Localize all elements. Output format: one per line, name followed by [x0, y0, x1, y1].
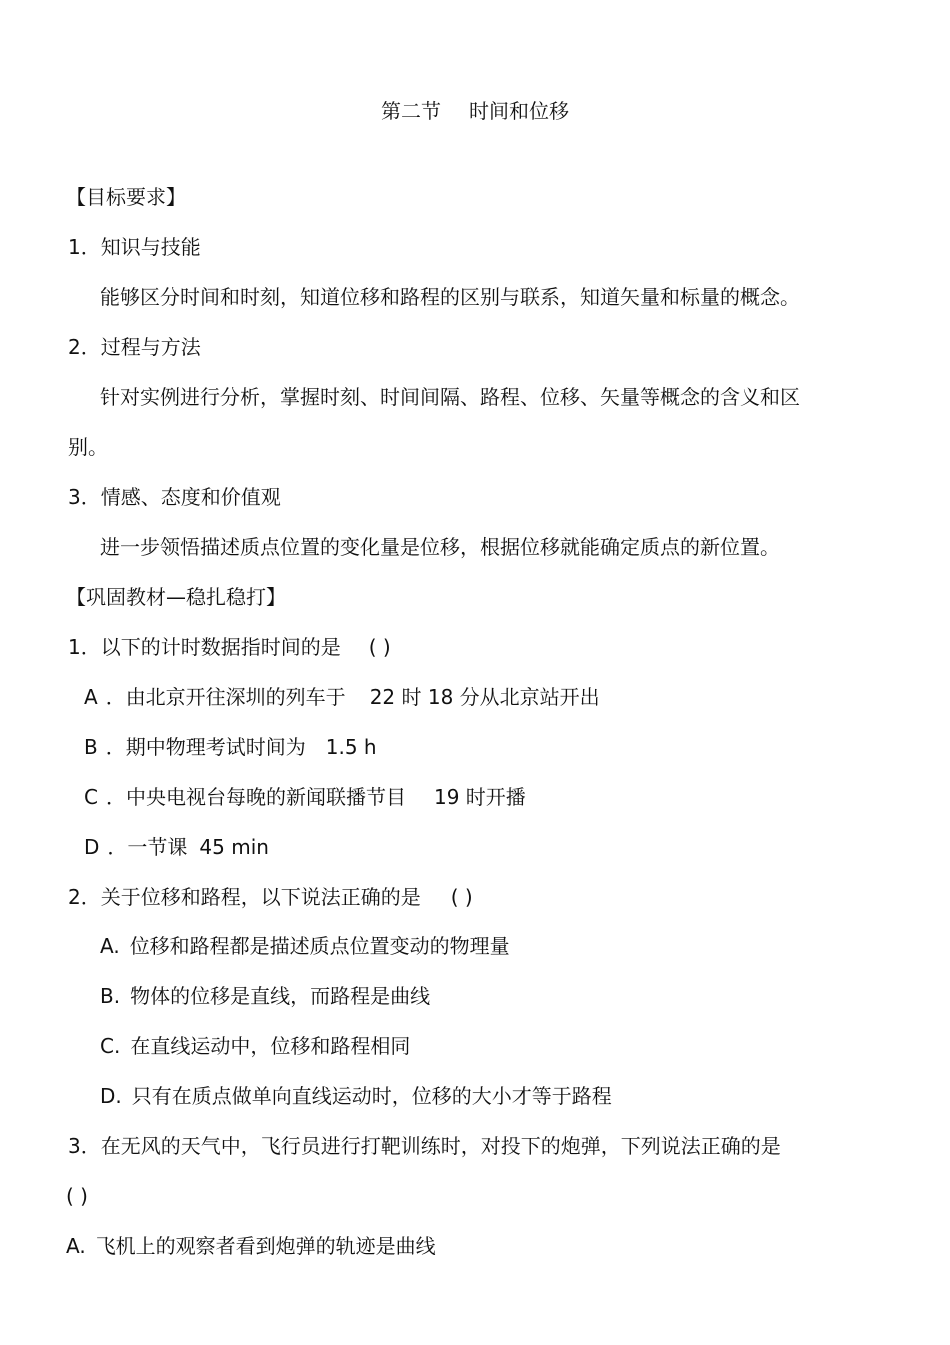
option-text: 一节课 [127, 835, 188, 859]
goal-1-label-text: 知识与技能 [100, 235, 201, 259]
question-1-paren: ( ) [368, 635, 391, 659]
option-letter: A [84, 685, 98, 709]
option-letter: A. [100, 934, 120, 958]
option-value: 22 时 18 分从北京站开出 [369, 685, 600, 709]
option-letter: D. [100, 1084, 122, 1108]
question-1-option-d [84, 834, 269, 860]
question-1-number: 1． [68, 635, 101, 659]
question-2-option-a [100, 933, 510, 959]
option-value: 19 时开播 [433, 785, 526, 809]
question-3 [68, 1133, 781, 1159]
option-value: 1.5 h [325, 735, 377, 759]
option-value: 45 min [199, 835, 269, 859]
goal-2-label [68, 334, 201, 360]
option-text: 位移和路程都是描述质点位置变动的物理量 [129, 934, 510, 958]
option-letter: B [84, 735, 98, 759]
option-letter: A. [66, 1234, 86, 1258]
option-text: 只有在质点做单向直线运动时，位移的大小才等于路程 [131, 1084, 612, 1108]
question-1-option-a [84, 684, 600, 710]
question-2-number: 2． [68, 885, 101, 909]
question-3-paren: ( ) [66, 1184, 88, 1208]
goal-2-number: 2． [68, 335, 101, 359]
question-2-option-c [100, 1033, 410, 1059]
question-1-option-b [84, 734, 377, 760]
goal-1-text: 能够区分时间和时刻，知道位移和路程的区别与联系，知道矢量和标量的概念。 [100, 285, 800, 309]
question-3-option-a [66, 1233, 436, 1259]
goal-2-text-line1: 针对实例进行分析，掌握时刻、时间间隔、路程、位移、矢量等概念的含义和区 [100, 385, 800, 409]
question-1 [68, 634, 391, 660]
question-2-stem: 关于位移和路程，以下说法正确的是 [100, 885, 421, 909]
option-text: 飞机上的观察者看到炮弹的轨迹是曲线 [95, 1234, 436, 1258]
page-title [0, 98, 950, 124]
question-3-number: 3． [68, 1134, 101, 1158]
option-dot: ． [105, 685, 126, 709]
goal-2-label-text: 过程与方法 [100, 335, 201, 359]
question-2-paren: ( ) [450, 885, 473, 909]
goal-2-text-line2: 别。 [68, 435, 108, 459]
goal-1-number: 1． [68, 235, 101, 259]
goal-3-text: 进一步领悟描述质点位置的变化量是位移，根据位移就能确定质点的新位置。 [100, 535, 780, 559]
option-letter: D [84, 835, 100, 859]
option-letter: B. [100, 984, 121, 1008]
goal-3-label-text: 情感、态度和价值观 [100, 485, 281, 509]
goal-1-label [68, 234, 201, 260]
option-dot: ． [105, 785, 126, 809]
option-text: 在直线运动中，位移和路程相同 [130, 1034, 411, 1058]
goal-3-label [68, 484, 281, 510]
option-text: 由北京开往深圳的列车于 [125, 685, 346, 709]
practice-heading: 【巩固教材—稳扎稳打】 [66, 585, 286, 609]
question-1-stem: 以下的计时数据指时间的是 [100, 635, 341, 659]
option-letter: C. [100, 1034, 121, 1058]
question-2-option-d [100, 1083, 612, 1109]
option-dot: ． [107, 835, 128, 859]
option-text: 中央电视台每晚的新闻联播节目 [125, 785, 406, 809]
option-text: 物体的位移是直线，而路程是曲线 [130, 984, 431, 1008]
option-dot: ． [105, 735, 126, 759]
option-text: 期中物理考试时间为 [125, 735, 306, 759]
question-1-option-c [84, 784, 526, 810]
section-name: 时间和位移 [469, 99, 569, 123]
goals-heading: 【目标要求】 [66, 185, 186, 209]
question-2-option-b [100, 983, 430, 1009]
question-2 [68, 884, 473, 910]
question-3-stem: 在无风的天气中，飞行员进行打靶训练时，对投下的炮弹，下列说法正确的是 [100, 1134, 781, 1158]
section-number: 第二节 [381, 99, 441, 123]
goal-3-number: 3． [68, 485, 101, 509]
option-letter: C [84, 785, 98, 809]
